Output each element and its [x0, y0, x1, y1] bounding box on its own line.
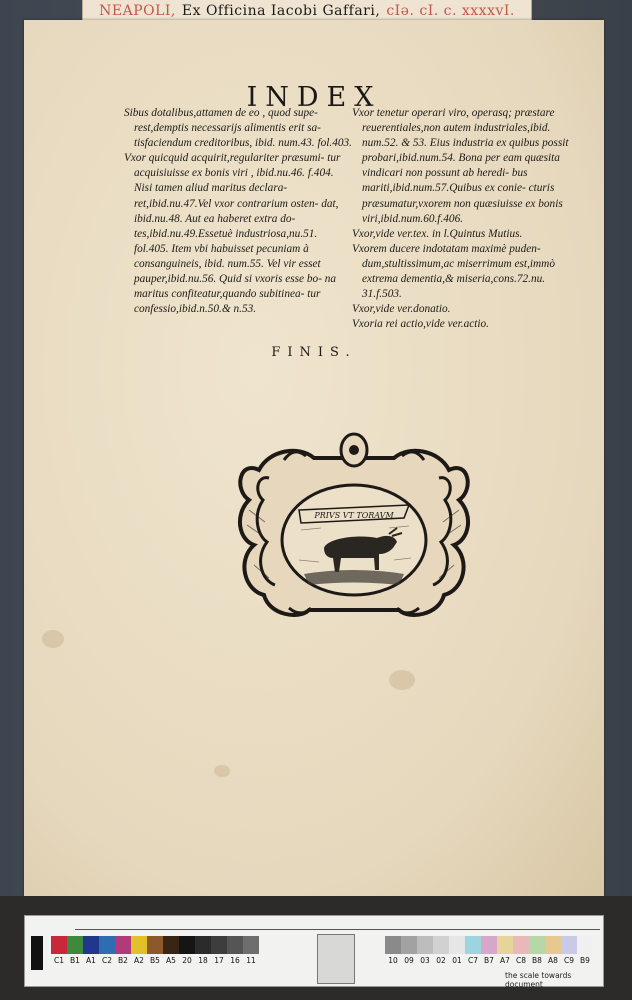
color-patches — [51, 936, 259, 954]
gray-patch — [545, 936, 561, 954]
patch-label: B2 — [118, 956, 128, 965]
scale-ruler — [75, 919, 600, 930]
patch-label: A2 — [134, 956, 144, 965]
patch-label: 18 — [198, 956, 208, 965]
scale-note: the scale towards document — [505, 971, 572, 989]
paper-stain — [214, 765, 230, 777]
patch-label: C8 — [515, 956, 526, 965]
color-patch — [115, 936, 131, 954]
color-patch — [131, 936, 147, 954]
patch-label: B1 — [70, 956, 80, 965]
patch-label: 20 — [182, 956, 192, 965]
patch-label: 01 — [452, 956, 462, 965]
color-patch — [195, 936, 211, 954]
gray-patch — [513, 936, 529, 954]
patch-label: A5 — [166, 956, 176, 965]
color-patch — [179, 936, 195, 954]
patch-label: 17 — [214, 956, 224, 965]
gray-patch — [497, 936, 513, 954]
header-strip-left: NEAPOLI, — [99, 3, 176, 19]
patch-label: 03 — [420, 956, 430, 965]
gray-patches — [385, 936, 593, 954]
patch-label: C1 — [53, 956, 64, 965]
finis-label: FINIS. — [271, 345, 357, 360]
gray-patch — [385, 936, 401, 954]
patch-label: 09 — [404, 956, 414, 965]
color-patch — [51, 936, 67, 954]
printer-device-emblem — [229, 430, 479, 630]
patch-label: C9 — [563, 956, 574, 965]
index-entry: Vxor quicquid acquirit,regulariter præsumi- tur acquisiuisse ex bonis viri , ibid.nu.46. f.404. Nisi tamen aliud maritus declara- ret,ibid.nu.47.Vel vxor contrarium osten- dat, ibid.nu.48. Aut ea haberet extra do- tes,ibid.nu.49.Essetuè industriosa,nu.51. fol.405. Item vbi habuisset pecuniam à consanguineis, ibid. num.55. Vel vir esset pauper,ibid.nu.56. Quid si vxoris esse bo- na maritus confiteatur,quando subitinea- tur confessio,ibid.n.50.& n.53. — [124, 152, 341, 316]
gray-patch — [433, 936, 449, 954]
color-calibration-target — [24, 915, 604, 987]
patch-label: 10 — [388, 956, 398, 965]
index-right-column — [352, 106, 586, 332]
patch-label: 11 — [246, 956, 256, 965]
page-title: INDEX — [246, 82, 382, 113]
index-entry: Vxor tenetur operari viro, operasq; præstare reuerentiales,non autem industriales,ibid. num.52. & 53. Eius industria ex quibus possit probari,ibid.num.54. Bona per eam quæsita vindicari non possunt ab heredi- bus mariti,ibid.num.57.Quibus ex conie- cturis præsumatur,vxorem non quæsiuisse ex bonis viri,ibid.num.60.f.406. — [352, 107, 569, 225]
paper-stain — [42, 630, 64, 648]
color-patch — [67, 936, 83, 954]
index-left-column — [124, 106, 354, 317]
document-page — [24, 20, 604, 896]
header-strip-middle: Ex Officina Iacobi Gaffari, — [181, 3, 381, 19]
gray-patch-labels — [385, 956, 593, 965]
patch-label: B7 — [484, 956, 494, 965]
color-patch — [163, 936, 179, 954]
patch-label: C2 — [101, 956, 112, 965]
color-patch — [211, 936, 227, 954]
header-strip-right: cIə. cI. c. xxxxvI. — [386, 3, 515, 19]
patch-label: 02 — [436, 956, 446, 965]
patch-label: B5 — [150, 956, 160, 965]
gray-patch — [465, 936, 481, 954]
color-patch — [147, 936, 163, 954]
gray-patch — [561, 936, 577, 954]
color-patch — [99, 936, 115, 954]
gray-patch — [401, 936, 417, 954]
header-strip — [82, 0, 532, 22]
emblem-motto: PRIVS VT TORAVM — [314, 511, 394, 520]
gray-patch — [481, 936, 497, 954]
patch-label: A1 — [86, 956, 96, 965]
color-patch — [243, 936, 259, 954]
target-marker — [31, 936, 43, 970]
gray-patch — [417, 936, 433, 954]
index-entry: Vxor,vide ver.donatio. — [352, 303, 451, 316]
patch-label: B8 — [532, 956, 542, 965]
index-entry: Vxor,vide ver.tex. in l.Quintus Mutius. — [352, 227, 523, 240]
patch-label: 16 — [230, 956, 240, 965]
gray-patch — [529, 936, 545, 954]
color-patch — [227, 936, 243, 954]
paper-stain — [389, 670, 415, 690]
reference-thumbnail — [317, 934, 355, 984]
index-entry: Sibus dotalibus,attamen de eo , quod supe- rest,demptis necessarijs alimentis erit sa- tisfaciendum creditoribus, ibid. num.43. fol.403. — [124, 107, 352, 150]
index-entry: Vxoria rei actio,vide ver.actio. — [352, 318, 489, 331]
color-patch-labels — [51, 956, 259, 965]
patch-label: A8 — [548, 956, 558, 965]
patch-label: A7 — [500, 956, 510, 965]
color-patch — [83, 936, 99, 954]
patch-label: B9 — [580, 956, 590, 965]
gray-patch — [449, 936, 465, 954]
patch-label: C7 — [467, 956, 478, 965]
index-entry: Vxorem ducere indotatam maximè puden- dum,stultissimum,ac miserrimum est,immò extrema dementia,& miseria,cons.72.nu. 31.f.503. — [352, 242, 555, 301]
gray-patch — [577, 936, 593, 954]
